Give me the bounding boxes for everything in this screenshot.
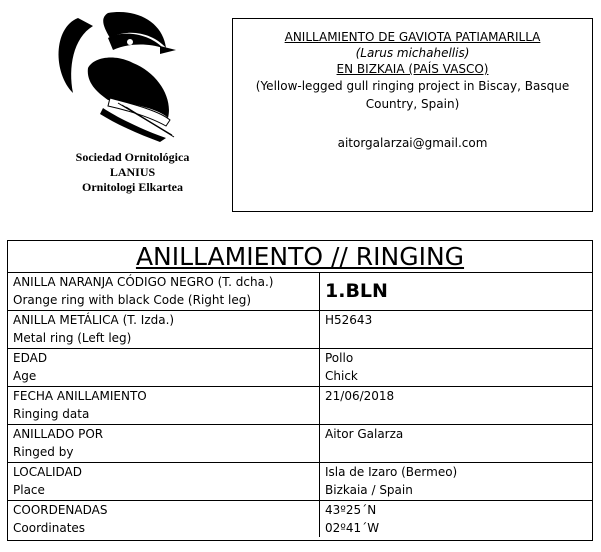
value-line2 [325, 443, 592, 461]
organization-line3: Ornitologi Elkartea [82, 180, 183, 194]
table-row [8, 425, 592, 463]
label-es: COORDENADAS [13, 503, 108, 517]
project-english: (Yellow-legged gull ringing project in Biscay, Basque Country, Spain) [255, 79, 570, 111]
label-es: ANILLADO POR [13, 427, 104, 441]
label-es: ANILLA METÁLICA (T. Izda.) [13, 313, 175, 327]
label-en: Place [13, 483, 45, 497]
value-line2 [325, 329, 592, 347]
value-line1: 21/06/2018 [325, 389, 395, 403]
contact-email: aitorgalarzai@gmail.com [337, 136, 488, 150]
table-row [8, 501, 592, 537]
table-row [8, 387, 592, 425]
organization-line2: LANIUS [109, 165, 156, 179]
label-es: FECHA ANILLAMIENTO [13, 389, 147, 403]
row-label [8, 501, 320, 537]
value-line1: 43º25´N [325, 503, 377, 517]
row-value [320, 387, 592, 424]
value-line1: Pollo [325, 351, 354, 365]
project-region: EN BIZKAIA (PAÍS VASCO) [336, 62, 489, 76]
ringing-table [7, 240, 593, 541]
label-en: Ringed by [13, 445, 74, 459]
label-es: ANILLA NARANJA CÓDIGO NEGRO (T. dcha.) [13, 275, 274, 289]
value-line1: H52643 [325, 313, 373, 327]
row-value [320, 501, 592, 537]
lanius-logo [48, 8, 198, 148]
row-value [320, 273, 592, 310]
label-en: Ringing data [13, 407, 90, 421]
project-header-box [232, 18, 593, 212]
label-es: LOCALIDAD [13, 465, 82, 479]
row-value [320, 463, 592, 500]
row-label [8, 273, 320, 310]
table-row [8, 463, 592, 501]
shrike-bird-icon [48, 8, 198, 148]
value-line1: Aitor Galarza [325, 427, 404, 441]
table-row [8, 273, 592, 311]
table-row [8, 311, 592, 349]
row-label [8, 311, 320, 348]
value-line2: 02º41´W [325, 521, 380, 535]
value-line2: Chick [325, 369, 358, 383]
table-row [8, 349, 592, 387]
value-line2: Bizkaia / Spain [325, 483, 413, 497]
value-line2 [325, 405, 592, 423]
label-en: Orange ring with black Code (Right leg) [13, 293, 252, 307]
value-line1: Isla de Izaro (Bermeo) [325, 465, 458, 479]
row-label [8, 387, 320, 424]
organization-name [40, 150, 225, 195]
label-en: Age [13, 369, 37, 383]
row-label [8, 463, 320, 500]
ring-code-value: 1.BLN [325, 280, 388, 302]
row-value [320, 311, 592, 348]
row-label [8, 349, 320, 386]
organization-line1: Sociedad Ornitológica [75, 150, 190, 164]
project-title: ANILLAMIENTO DE GAVIOTA PATIAMARILLA [284, 30, 541, 44]
project-species: (Larus michahellis) [355, 46, 470, 60]
ringing-table-title: ANILLAMIENTO // RINGING [8, 241, 592, 273]
row-label [8, 425, 320, 462]
label-en: Metal ring (Left leg) [13, 331, 132, 345]
row-value [320, 425, 592, 462]
label-es: EDAD [13, 351, 48, 365]
row-value [320, 349, 592, 386]
label-en: Coordinates [13, 521, 86, 535]
